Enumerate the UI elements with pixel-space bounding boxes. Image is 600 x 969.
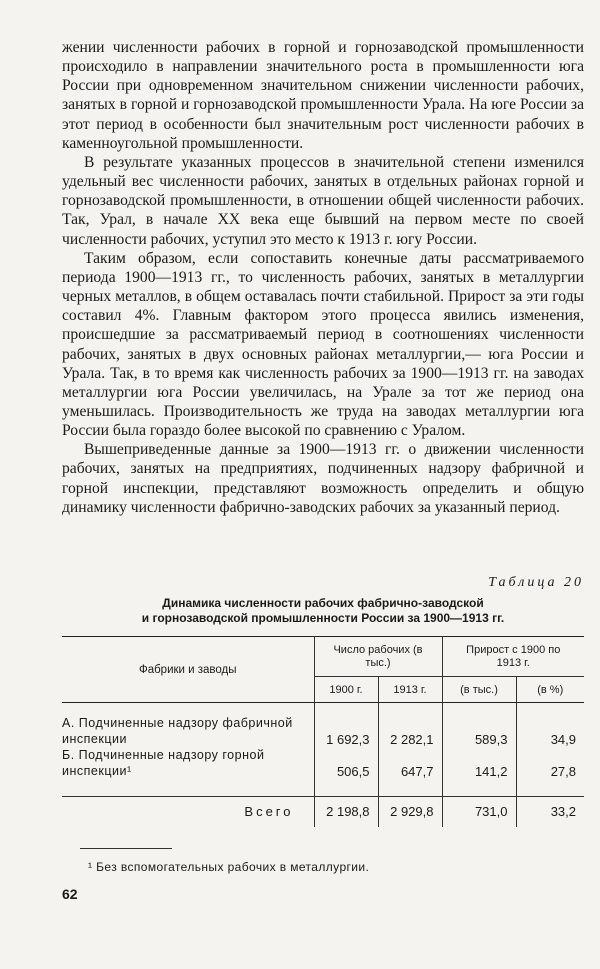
main-text	[62, 38, 584, 517]
table-header-row	[62, 637, 584, 677]
cell-a-1900: 1 692,3	[314, 715, 378, 747]
header-factories: Фабрики и заводы	[62, 637, 314, 703]
footnote: ¹ Без вспомогательных рабочих в металлургии.	[88, 860, 370, 874]
table-title	[62, 596, 584, 626]
cell-total-pct: 33,2	[516, 797, 584, 827]
cell-total-1913: 2 929,8	[378, 797, 442, 827]
cell-a-1913: 2 282,1	[378, 715, 442, 747]
cell-b-1913: 647,7	[378, 747, 442, 779]
cell-b-1900: 506,5	[314, 747, 378, 779]
paragraph-4: Вышеприведенные данные за 1900—1913 гг. о движении численности рабочих, занятых на предприятиях, подчиненных надзору фабричной и горной инспекции, представляют возможность определить и общую динамику численности фабрично-заводских рабочих за указанный период.	[62, 441, 584, 516]
subheader-1900: 1900 г.	[314, 677, 378, 703]
header-workers: Число рабочих (в тыс.)	[314, 637, 442, 677]
table-title-line-1: Динамика численности рабочих фабрично-заводской	[162, 596, 484, 610]
row-label-a: А. Подчиненные надзору фабричной инспекции	[62, 715, 293, 746]
table-total-row	[62, 797, 584, 827]
table-label: Таблица 20	[488, 575, 584, 590]
paragraph-2: В результате указанных процессов в значительной степени изменился удельный вес численности рабочих, занятых в отдельных районах горной и горнозаводской промышленности, в отношении общей численности рабочих. Так, Урал, в начале XX века еще бывший на первом месте по своей численности рабочих, уступил это место к 1913 г. югу России.	[62, 153, 584, 248]
cell-a-pct: 34,9	[516, 715, 584, 747]
cell-a-abs: 589,3	[442, 715, 516, 747]
table-row	[62, 715, 584, 747]
paragraph-1: жении численности рабочих в горной и горнозаводской промышленности происходило в направлении значительного роста в промышленности юга России при одновременном значительном снижении численности рабочих, занятых в горной и горнозаводской промышленности Урала. На юге России за этот период в особенности был значительным рост численности рабочих в каменноугольной промышленности.	[62, 39, 584, 152]
table-title-line-2: и горнозаводской промышленности России за 1900—1913 гг.	[141, 611, 505, 625]
subheader-percent: (в %)	[516, 677, 584, 703]
paragraph-3: Таким образом, если сопоставить конечные даты рассматриваемого периода 1900—1913 гг., то численность рабочих, занятых в металлургии черных металлов, в общем оставалась почти стабильной. Прирост за эти годы составил 4%. Главным фактором этого процесса явились изменения, происшедшие за рассматриваемый период в соотношениях численности рабочих, занятых в двух основных районах металлургии,— юга России и Урала. Так, в то время как численность рабочих за 1900—1913 гг. на заводах металлургии юга России увеличилась, на Урале за тот же период она уменьшилась. Производительность же труда на заводах металлургии юга России была гораздо более высокой по сравнению с Уралом.	[62, 249, 584, 440]
header-growth: Прирост с 1900 по 1913 г.	[442, 637, 584, 677]
cell-total-abs: 731,0	[442, 797, 516, 827]
subheader-1913: 1913 г.	[378, 677, 442, 703]
cell-b-pct: 27,8	[516, 747, 584, 779]
footnote-divider	[80, 848, 172, 849]
total-label: Всего	[62, 797, 314, 827]
cell-total-1900: 2 198,8	[314, 797, 378, 827]
subheader-thousand: (в тыс.)	[442, 677, 516, 703]
page-number: 62	[62, 886, 78, 902]
row-label-b: Б. Подчиненные надзору горной инспекции¹	[62, 747, 265, 778]
cell-b-abs: 141,2	[442, 747, 516, 779]
table-row	[62, 747, 584, 779]
workers-table	[62, 636, 584, 827]
